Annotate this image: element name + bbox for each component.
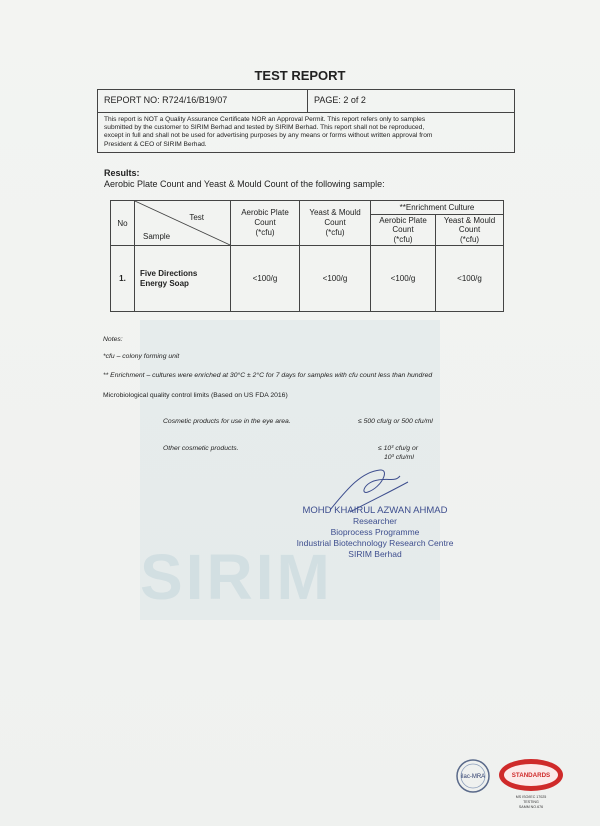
limit-other-value-2: 10³ cfu/ml	[384, 454, 414, 461]
limit-eye-value: ≤ 500 cfu/g or 500 cfu/ml	[358, 418, 433, 425]
col-enr-aerobic-header: Aerobic Plate Count (*cfu)	[371, 215, 436, 246]
table-row	[111, 246, 504, 312]
enrichment-header: **Enrichment Culture	[371, 201, 504, 215]
row-no: 1.	[111, 246, 135, 312]
limit-other-value-1: ≤ 10³ cfu/g or	[378, 445, 418, 452]
note-cfu: *cfu – colony forming unit	[103, 353, 180, 360]
col-enr-yeast-header: Yeast & Mould Count (*cfu)	[436, 215, 504, 246]
signatory-block	[290, 505, 460, 560]
disclaimer: This report is NOT a Quality Assurance Certificate NOR an Approval Permit. This report refers only to samples submitted by the customer to SIRIM Berhad and tested by SIRIM Berhad. This report shall not be reproduced, except in full and shall not be used for advertising purposes by any means or forms without written approval from President & CEO of SIRIM Berhad.	[104, 116, 433, 148]
row-enr-yeast: <100/g	[436, 246, 504, 312]
report-title: TEST REPORT	[254, 68, 346, 83]
svg-text:SAMM NO.676: SAMM NO.676	[518, 805, 544, 809]
results-table	[110, 200, 504, 312]
row-enr-aerobic: <100/g	[371, 246, 436, 312]
results-label: Results:	[104, 168, 140, 178]
limit-eye-label: Cosmetic products for use in the eye area.	[163, 418, 291, 425]
note-enrichment: ** Enrichment – cultures were enriched at 30°C ± 2°C for 7 days for samples with cfu count less than hundred	[103, 372, 433, 379]
row-yeast: <100/g	[300, 246, 371, 312]
row-sample: Five Directions Energy Soap	[135, 246, 231, 312]
svg-text:TESTING: TESTING	[523, 800, 539, 804]
standards-malaysia-logo	[497, 757, 565, 819]
col-test-sample-header: Test Sample	[135, 201, 231, 246]
limit-other-label: Other cosmetic products.	[163, 445, 239, 452]
signatory-programme: Bioprocess Programme	[330, 527, 420, 537]
signatory-name: MOHD KHAIRUL AZWAN AHMAD	[302, 505, 448, 516]
ilac-mra-logo	[455, 758, 491, 794]
report-number: REPORT NO: R724/16/B19/07	[98, 90, 308, 112]
svg-text:MS ISO/IEC 17025: MS ISO/IEC 17025	[515, 795, 547, 799]
signatory-title: Researcher	[353, 516, 397, 526]
report-header-box	[97, 89, 515, 153]
col-no-header: No	[111, 201, 135, 246]
svg-text:STANDARDS: STANDARDS	[511, 772, 551, 779]
watermark-text: SIRIM	[140, 541, 333, 613]
col-aerobic-header: Aerobic Plate Count (*cfu)	[231, 201, 300, 246]
row-aerobic: <100/g	[231, 246, 300, 312]
page-number: PAGE: 2 of 2	[314, 95, 366, 105]
notes-heading: Notes:	[103, 336, 123, 343]
svg-text:ilac-MRA: ilac-MRA	[460, 774, 486, 780]
limits-title: Microbiological quality control limits (Based on US FDA 2016)	[103, 392, 288, 399]
signatory-org: SIRIM Berhad	[348, 549, 402, 559]
signatory-centre: Industrial Biotechnology Research Centre	[296, 538, 454, 548]
results-description: Aerobic Plate Count and Yeast & Mould Count of the following sample:	[104, 179, 385, 189]
col-yeast-header: Yeast & Mould Count (*cfu)	[300, 201, 371, 246]
